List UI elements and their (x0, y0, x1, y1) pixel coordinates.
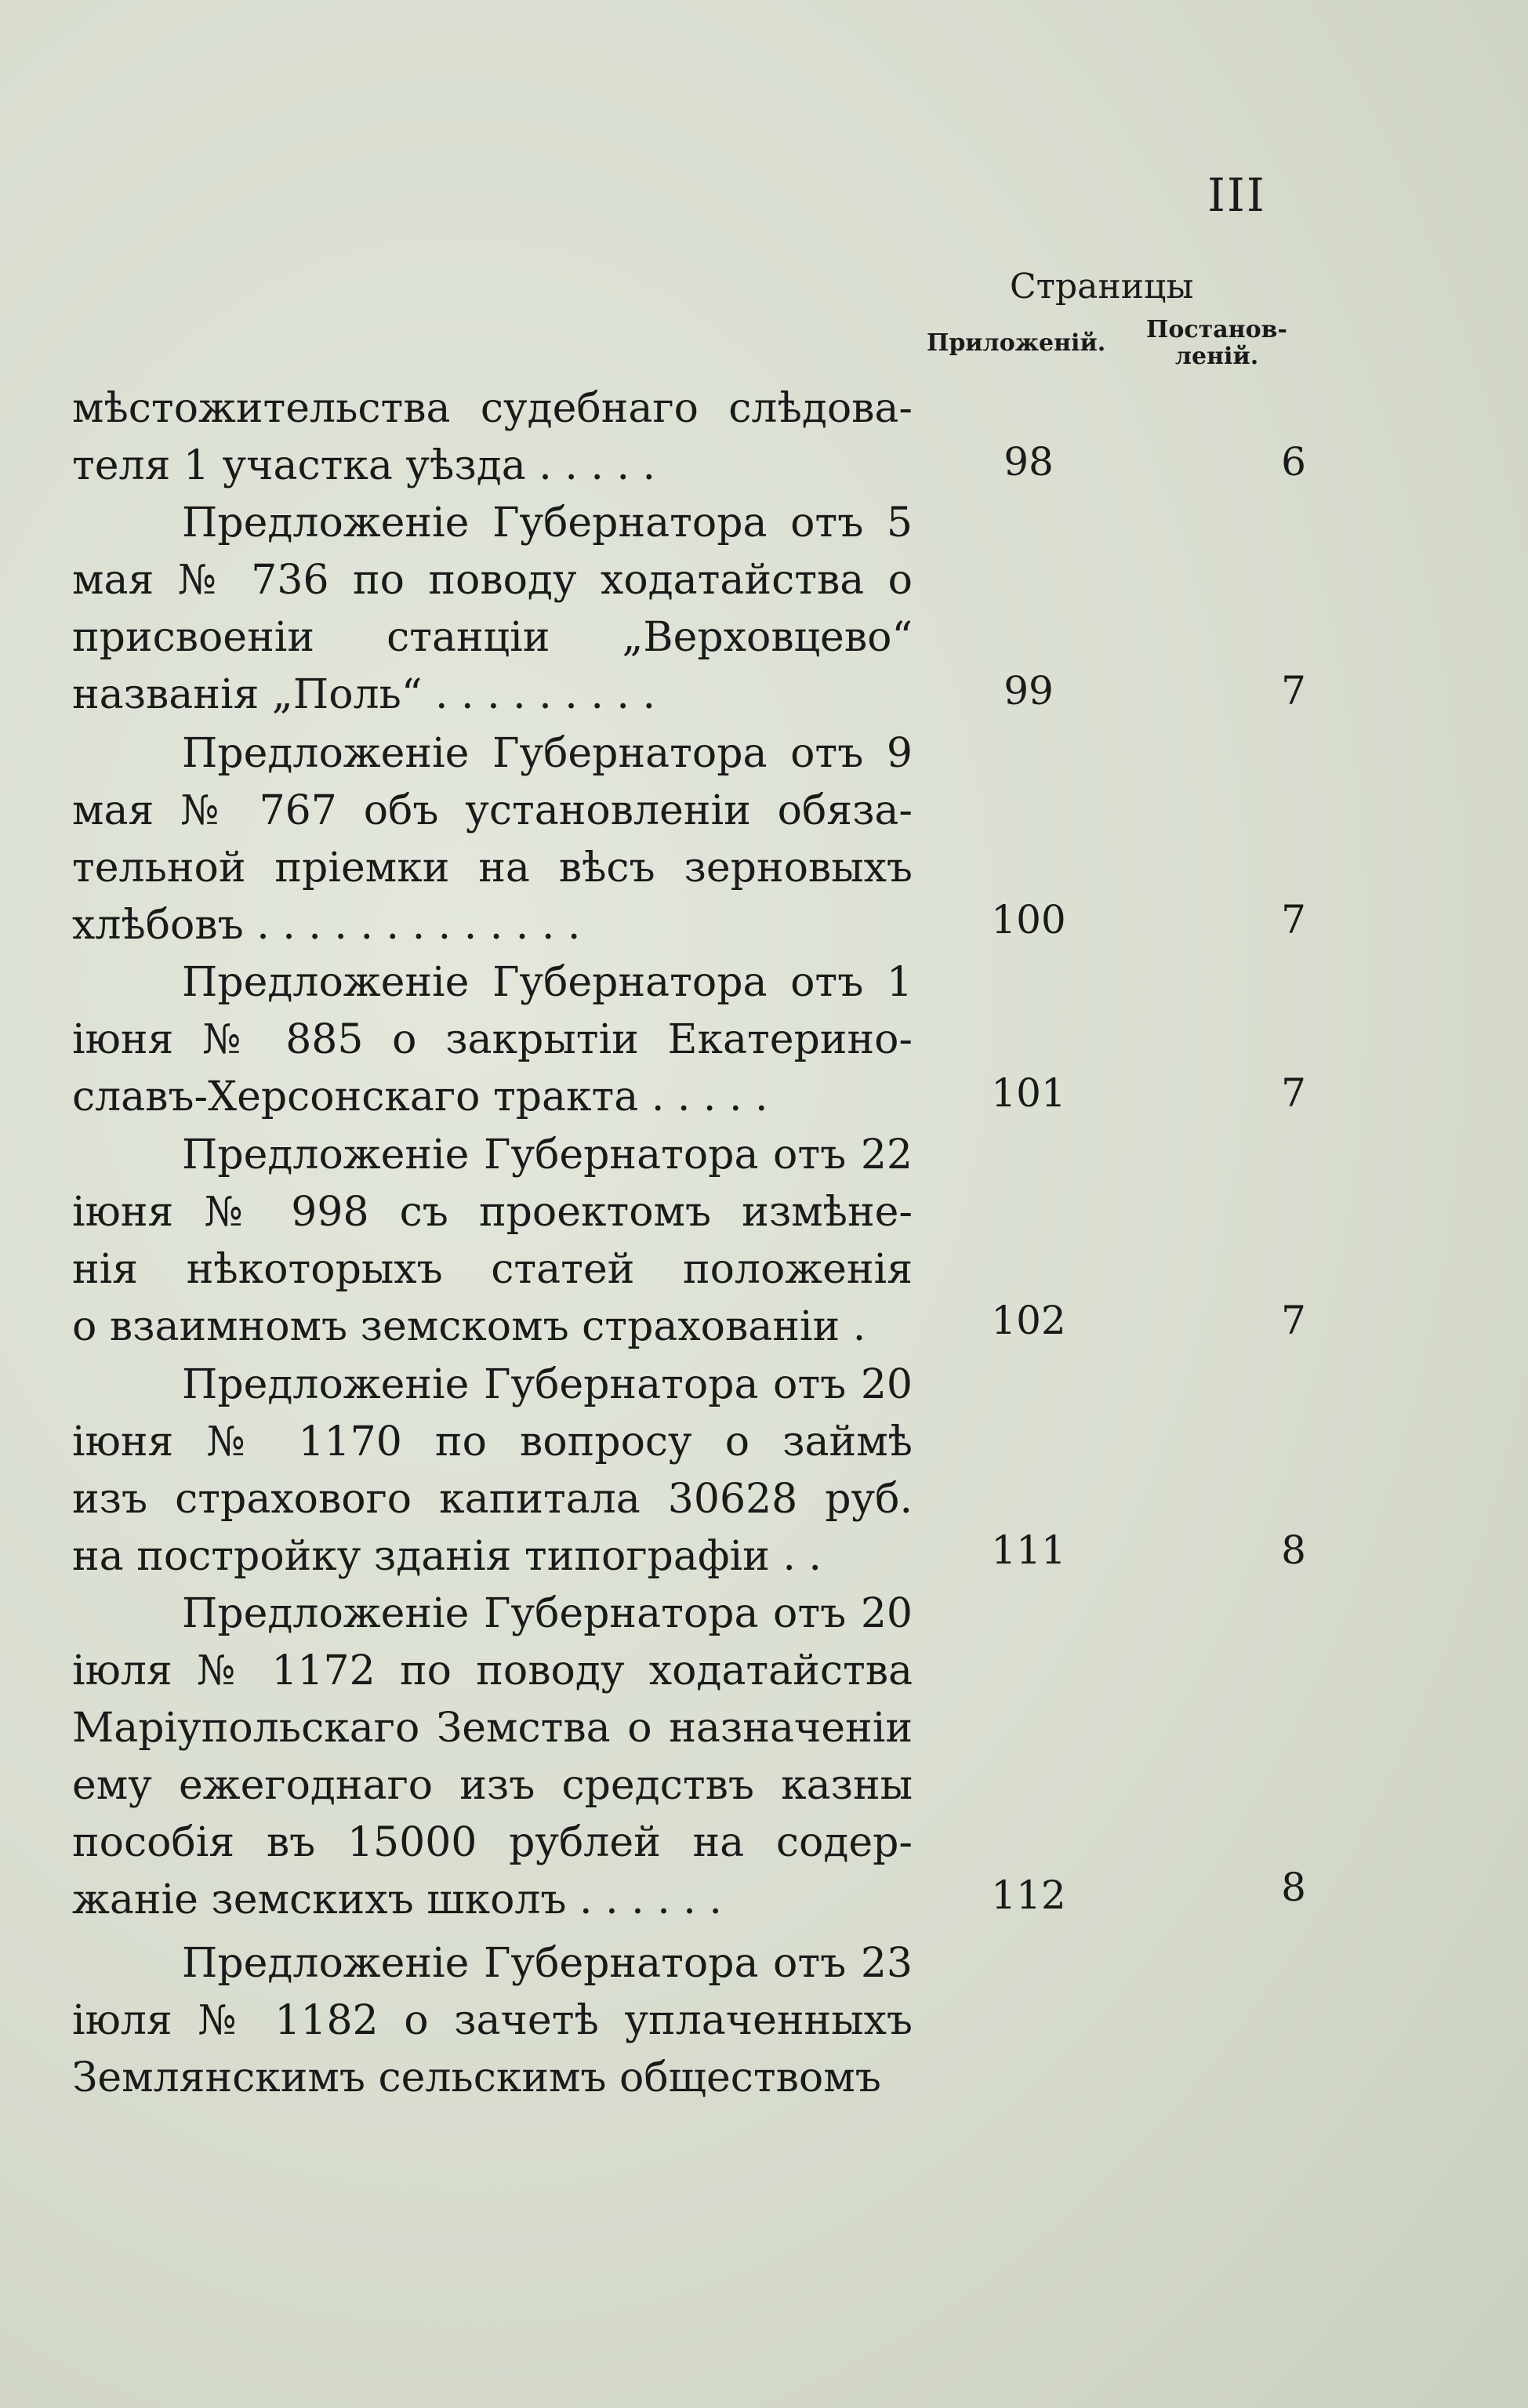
entry-line: изъ страхового капитала 30628 руб. (72, 1476, 913, 1523)
entry-line: Предложеніе Губернатора отъ 5 (182, 499, 913, 547)
resolution-page: 7 (1281, 1070, 1306, 1116)
appendix-page: 112 (991, 1872, 1066, 1918)
entry-line: Предложеніе Губернатора отъ 1 (182, 959, 913, 1006)
toc-entry (72, 1357, 913, 1585)
entry-line: нія нѣкоторыхъ статей положенія (72, 1246, 913, 1293)
page-number: III (1207, 169, 1266, 222)
toc-entry (72, 725, 913, 954)
resolutions-header-line2: леній. (1174, 343, 1259, 370)
toc-entry (72, 380, 913, 495)
appendix-page: 111 (991, 1527, 1066, 1573)
entry-line: Предложеніе Губернатора отъ 22 (182, 1131, 913, 1179)
toc-entry (72, 495, 913, 724)
toc-entry (72, 1935, 913, 2107)
appendix-page: 99 (1004, 668, 1054, 714)
toc-entry (72, 1127, 913, 1356)
entry-line: названія „Поль“ . . . . . . . . . (72, 671, 655, 718)
entry-line: мѣстожительства судебнаго слѣдова- (72, 385, 913, 432)
entry-line: іюня № 998 съ проектомъ измѣне- (72, 1189, 913, 1236)
entry-line: іюля № 1172 по поводу ходатайства (72, 1647, 913, 1694)
entry-line: ему ежегоднаго изъ средствъ казны (72, 1762, 913, 1809)
toc-entry (72, 1585, 913, 1929)
entry-line: Маріупольскаго Земства о назначеніи (72, 1705, 913, 1752)
resolution-page: 8 (1281, 1865, 1306, 1910)
entry-line: іюня № 885 о закрытіи Екатерино- (72, 1016, 913, 1063)
entry-line: теля 1 участка уѣзда . . . . . (72, 442, 656, 489)
appendix-page: 102 (991, 1298, 1066, 1343)
entry-line: Предложеніе Губернатора отъ 23 (182, 1940, 913, 1987)
pages-header: Страницы (1010, 267, 1194, 307)
entry-line: славъ-Херсонскаго тракта . . . . . (72, 1073, 768, 1120)
appendices-column-header: Приложеній. (927, 329, 1106, 357)
entry-line: жаніе земскихъ школъ . . . . . . (72, 1876, 722, 1923)
resolution-page: 7 (1281, 897, 1306, 942)
entry-line: іюля № 1182 о зачетѣ уплаченныхъ (72, 1997, 913, 2044)
resolution-page: 6 (1281, 439, 1306, 485)
entry-line: Землянскимъ сельскимъ обществомъ (72, 2054, 881, 2101)
entry-line: Предложеніе Губернатора отъ 20 (182, 1590, 913, 1637)
entry-line: о взаимномъ земскомъ страхованіи . (72, 1303, 866, 1350)
entry-line: мая № 767 объ установленіи обяза- (72, 787, 913, 834)
resolutions-header-line1: Постанов- (1146, 316, 1287, 343)
entry-line: Предложеніе Губернатора отъ 9 (182, 730, 913, 777)
appendix-page: 101 (991, 1070, 1066, 1116)
appendix-page: 100 (991, 897, 1066, 942)
entry-line: на постройку зданія типографіи . . (72, 1533, 822, 1580)
entry-line: пособія въ 15000 рублей на содер- (72, 1819, 913, 1866)
entry-line: присвоеніи станціи „Верховцево“ (72, 614, 913, 661)
resolution-page: 8 (1281, 1527, 1306, 1573)
entry-line: іюня № 1170 по вопросу о займѣ (72, 1418, 913, 1466)
resolution-page: 7 (1281, 668, 1306, 714)
entry-line: тельной пріемки на вѣсъ зерновыхъ (72, 844, 913, 892)
toc-entry (72, 954, 913, 1126)
entry-line: мая № 736 по поводу ходатайства о (72, 557, 913, 604)
entry-line: хлѣбовъ . . . . . . . . . . . . . (72, 902, 581, 949)
resolution-page: 7 (1281, 1298, 1306, 1343)
entry-line: Предложеніе Губернатора отъ 20 (182, 1361, 913, 1408)
resolutions-column-header (1138, 317, 1295, 370)
appendix-page: 98 (1004, 439, 1054, 485)
